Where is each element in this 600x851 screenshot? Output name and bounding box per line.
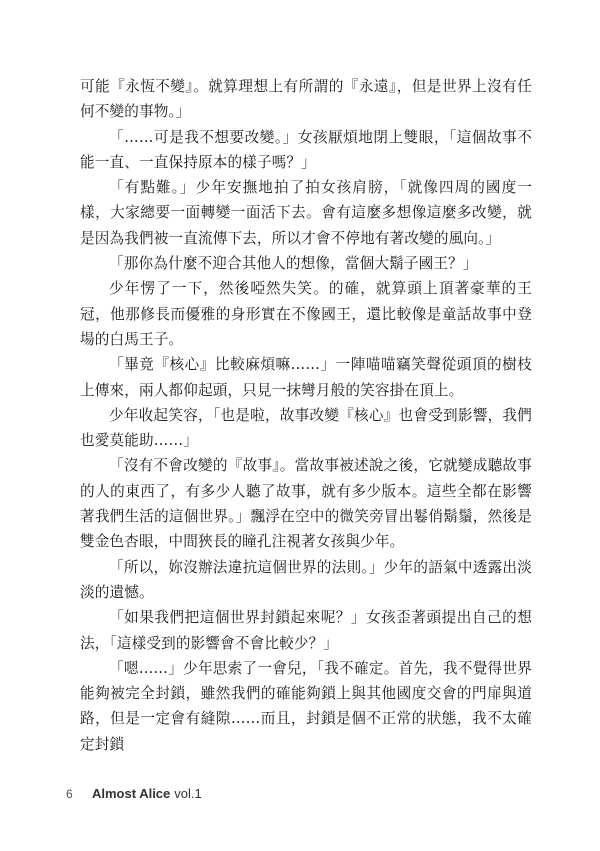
paragraph-4: 「那你為什麼不迎合其他人的想像，當個大鬍子國王？」 [109, 255, 478, 273]
paragraph-1: 可能『永恆不變』。就算理想上有所謂的『永遠』，但是世界上沒有任何不變的事物。」 [80, 78, 532, 121]
page-footer [66, 786, 202, 806]
page-number: 6 [66, 787, 73, 801]
paragraph-2: 「……可是我不想要改變。」女孩厭煩地閉上雙眼，「這個故事不能一直、一直保持原本的樣子嗎？」 [80, 128, 532, 171]
paragraph-7: 少年收起笑容，「也是啦，故事改變『核心』也會受到影響，我們也愛莫能助……」 [80, 406, 532, 450]
paragraph-5: 少年愣了一下，然後啞然失笑。的確，就算頭上頂著豪華的王冠，他那修長而優雅的身形實在不像國王，還比較像是童話故事中登場的白馬王子。 [80, 280, 532, 348]
book-volume: vol.1 [174, 786, 202, 801]
paragraph-6: 「畢竟『核心』比較麻煩嘛……」一陣喵喵竊笑聲從頭頂的樹枝上傳來，兩人都仰起頭，只見一抹彎月般的笑容掛在頂上。 [80, 356, 532, 399]
paragraph-8: 「沒有不會改變的『故事』。當故事被述說之後，它就變成聽故事的人的東西了，有多少人聽了故事，就有多少版本。這些全都在影響著我們生活的這個世界。」飄浮在空中的微笑旁冒出鬈俏鬍鬚，然後是雙金色杏眼，中間狹長的瞳孔注視著女孩與少年。 [80, 457, 532, 551]
paragraph-9: 「所以，妳沒辦法違抗這個世界的法則。」少年的語氣中透露出淡淡的遺憾。 [80, 558, 532, 601]
paragraph-11: 「嗯……」少年思索了一會兒，「我不確定。首先，我不覺得世界能夠被完全封鎖，雖然我們的確能夠鎖上與其他國度交會的門扉與道路，但是一定會有縫隙……而且，封鎖是個不正常的狀態，我不太確定封鎖 [80, 659, 532, 753]
book-title: Almost Alice [92, 786, 171, 801]
paragraph-10: 「如果我們把這個世界封鎖起來呢？」女孩歪著頭提出自己的想法，「這樣受到的影響會不會比較少？」 [80, 609, 532, 652]
paragraph-3: 「有點難。」少年安撫地拍了拍女孩肩膀，「就像四周的國度一樣，大家總要一面轉變一面活下去。會有這麼多想像這麼多改變，就是因為我們被一直流傳下去，所以才會不停地有著改變的風向。」 [80, 179, 532, 247]
page-body [80, 74, 532, 757]
